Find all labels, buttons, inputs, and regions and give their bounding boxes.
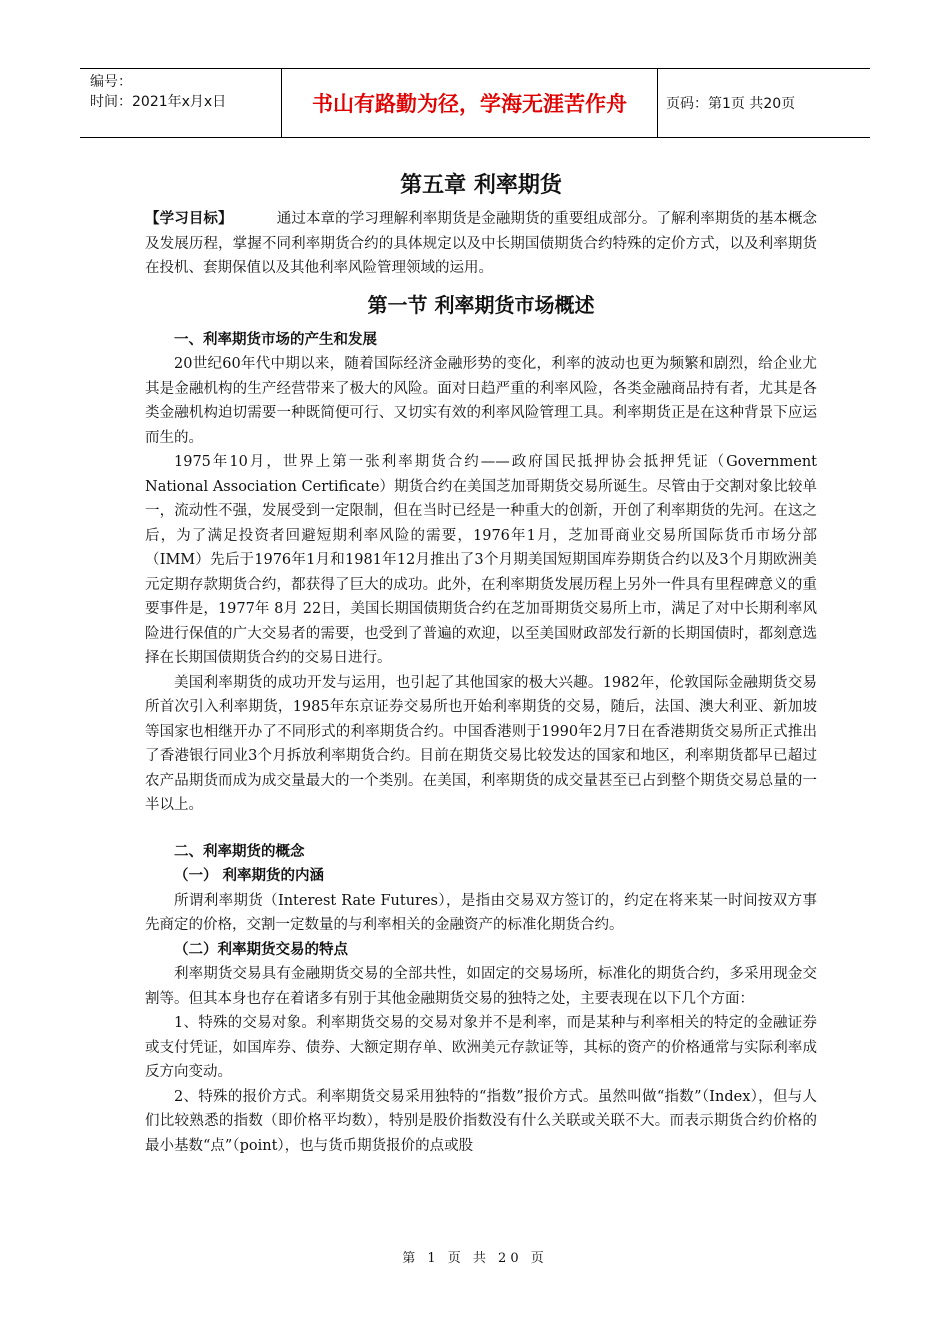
chapter-title: 第五章 利率期货 [400, 173, 562, 198]
paragraph: 20世纪60年代中期以来，随着国际经济金融形势的变化，利率的波动也更为频繁和剧烈，给企业尤其是金融机构的生产经营带来了极大的风险。面对日趋严重的利率风险，各类金融商品持有者，尤其是各类金融机构迫切需要一种既简便可行、又切实有效的利率风险管理工具。利率期货正是在这种背景下应运而生的。 [145, 356, 817, 446]
paragraph: 利率期货交易具有金融期货交易的全部共性，如固定的交易场所，标准化的期货合约，多采用现金交割等。但其本身也存在着诸多有别于其他金融期货交易的独特之处，主要表现在以下几个方面： [145, 966, 817, 1007]
header-date-label: 时间：2021年x月x日 [90, 94, 227, 110]
paragraph: 1、特殊的交易对象。利率期货交易的交易对象并不是利率，而是某种与利率相关的特定的金融证券或支付凭证，如国库券、债券、大额定期存单、欧洲美元存款证等，其标的资产的价格通常与实际利率成反方向变动。 [145, 1015, 817, 1080]
paragraph: 1975年10月，世界上第一张利率期货合约——政府国民抵押协会抵押凭证（Government National Association Certificate）期货合约在美国芝加哥期货交易所诞生。尽管由于交割对象比较单一，流动性不强，发展受到一定限制，但在当时已经是一种重大的创新，开创了利率期货的先河。在这之后，为了满足投资者回避短期利率风险的需要，1976年1月，芝加哥商业交易所国际货币市场分部（IMM）先后于1976年1月和1981年12月推出了3个月期美国短期国库券期货合约以及3个月期欧洲美元定期存款期货合约，都获得了巨大的成功。此外，在利率期货发展历程上另外一件具有里程碑意义的重要事件是，1977年 8月 22日，美国长期国债期货合约在芝加哥期货交易所上市，满足了对中长期利率风险进行保值的广大交易者的需要，也受到了普遍的欢迎，以至美国财政部发行新的长期国债时，都刻意选择在长期国债期货合约的交易日进行。 [145, 454, 817, 666]
header-meta [80, 69, 282, 137]
objective-text: 通过本章的学习理解利率期货是金融期货的重要组成部分。了解利率期货的基本概念及发展历程，掌握不同利率期货合约的具体规定以及中长期国债期货合约特殊的定价方式，以及利率期货在投机、套期保值以及其他利率风险管理领域的运用。 [145, 211, 818, 276]
subsection-heading-1: 一、利率期货市场的产生和发展 [174, 331, 377, 348]
part-heading-2: （二）利率期货交易的特点 [174, 941, 348, 958]
objective-label: 【学习目标】 [145, 211, 233, 227]
paragraph: 所谓利率期货（Interest Rate Futures），是指由交易双方签订的，约定在将来某一时间按双方事先商定的价格，交割一定数量的与利率相关的金融资产的标准化期货合约。 [145, 892, 817, 933]
document-body [145, 168, 817, 1158]
header-number-label: 编号： [90, 74, 132, 90]
part-heading-1: （一） 利率期货的内涵 [174, 868, 325, 884]
paragraph: 美国利率期货的成功开发与运用，也引起了其他国家的极大兴趣。1982年，伦敦国际金融期货交易所首次引入利率期货，1985年东京证券交易所也开始利率期货的交易，随后，法国、澳大利亚、新加坡等国家也相继开办了不同形式的利率期货合约。中国香港则于1990年2月7日在香港期货交易所正式推出了香港银行同业3个月拆放利率期货合约。目前在期货交易比较发达的国家和地区，利率期货都早已超过农产品期货而成为成交量最大的一个类别。在美国，利率期货的成交量甚至已占到整个期货交易总量的一半以上。 [145, 674, 817, 813]
learning-objective [145, 207, 817, 281]
section-title: 第一节 利率期货市场概述 [367, 292, 595, 317]
header-page-label: 页码：第1页 共20页 [666, 96, 796, 112]
subsection-heading-2: 二、利率期货的概念 [174, 843, 305, 860]
spacer [145, 818, 817, 840]
paragraph: 2、特殊的报价方式。利率期货交易采用独特的“指数”报价方式。虽然叫做“指数”（Index），但与人们比较熟悉的指数（即价格平均数），特别是股价指数没有什么关联或关联不大。而表示期货合约价格的最小基数“点”（point），也与货币期货报价的点或股 [145, 1088, 817, 1154]
header-motto: 书山有路勤为径，学海无涯苦作舟 [282, 69, 658, 137]
page-header [80, 68, 870, 138]
page-footer: 第 1 页 共 20 页 [402, 1251, 548, 1266]
